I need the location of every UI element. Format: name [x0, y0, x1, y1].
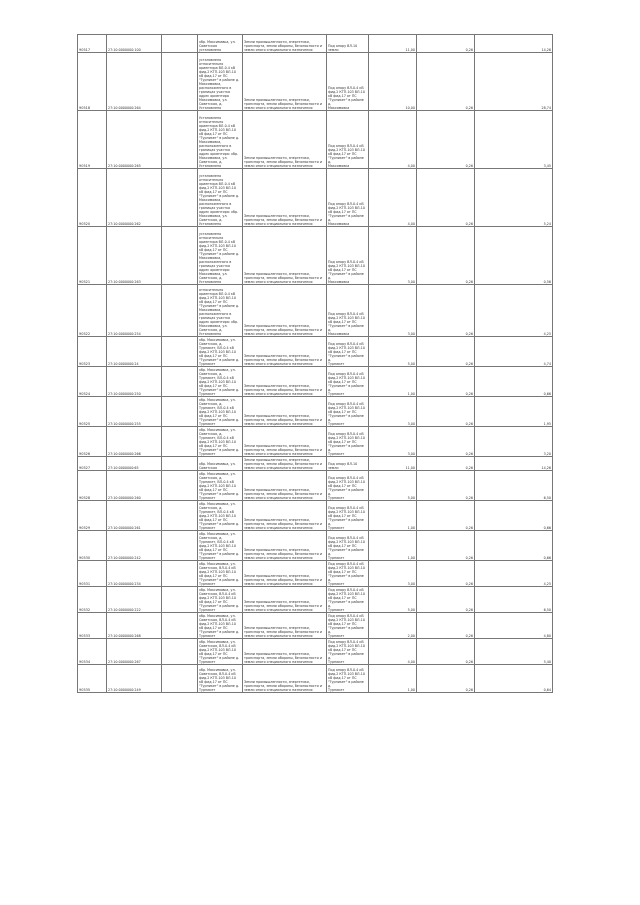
cell-permitted-use: Под опору ВЛ-0.4 кВ фид.2 КТП-103 ВЛ-10 кВ фид.17 от ПС "Турникет" в районе д. Турникет	[327, 367, 369, 397]
table-row	[78, 367, 553, 397]
cell-area: 4,00	[369, 639, 417, 665]
cell-area: 3,00	[369, 427, 417, 457]
cell-tax-amount: 5,40	[475, 639, 553, 665]
cell-rate: 0,26	[417, 639, 475, 665]
table-row	[78, 665, 553, 693]
cell-land-category: Земли промышленности, энергетики, транспорта, земли обороны, безопасности и земли иного специального назначения	[243, 227, 327, 285]
cell-land-location: хбр. Максимовка, ул. Советская, ВЛ-0.4 кВ фид.2 КТП-103 ВЛ-10 кВ фид.17 от ПС "Турникет" в районе д. Турникет	[198, 561, 243, 587]
cell-area: 1,00	[369, 665, 417, 693]
cell-empty	[162, 457, 198, 471]
cell-cadastral-number: 27:10:0000000:260	[107, 471, 162, 501]
cell-empty	[162, 613, 198, 639]
cell-land-location: установлено относительно ориентира ВЛ-0.4 кВ фид.2 КТП-103 ВЛ-10 кВ фид.17 от ПС "Турникет" в районе д. Максимовка, расположенного в границах участка адрес ориентира Максимовка, ул. Советская, д. Установлено	[198, 53, 243, 111]
cell-rate: 0,26	[417, 397, 475, 427]
cell-area: 4,00	[369, 111, 417, 169]
cell-rate: 0,26	[417, 367, 475, 397]
cell-area: 1,00	[369, 501, 417, 531]
cell-cadastral-number: 27:10:0000000:250	[107, 367, 162, 397]
cell-id: 90527	[78, 457, 107, 471]
cell-permitted-use: Под опору ВЛ-0.4 кВ фид.2 КТП-103 ВЛ-10 кВ фид.17 от ПС "Турникет" в районе д. Турникет	[327, 531, 369, 561]
cell-land-category: Земли промышленности, энергетики, транспорта, земли обороны, безопасности и земли иного специального назначения	[243, 337, 327, 367]
cell-land-location: хбр. Максимовка, ул. Советская, ВЛ-0.4 кВ фид.2 КТП-103 ВЛ-10 кВ фид.17 от ПС "Турникет" в районе д. Турникет	[198, 665, 243, 693]
cell-id: 90531	[78, 561, 107, 587]
cell-rate: 0,26	[417, 561, 475, 587]
cell-tax-amount: 6,50	[475, 471, 553, 501]
cell-tax-amount: 1,95	[475, 397, 553, 427]
cell-tax-amount: 28,74	[475, 53, 553, 111]
cell-rate: 0,26	[417, 35, 475, 53]
cell-empty	[162, 397, 198, 427]
cell-land-category: Земли промышленности, энергетики, транспорта, земли обороны, безопасности и земли иного специального назначения	[243, 35, 327, 53]
cell-cadastral-number: 27:10:0000000:222	[107, 587, 162, 613]
cell-land-category: Земли промышленности, энергетики, транспорта, земли обороны, безопасности и земли иного специального назначения	[243, 285, 327, 337]
land-tax-table	[77, 34, 553, 693]
cell-cadastral-number: 27:10:0000000:263	[107, 227, 162, 285]
cell-rate: 0,26	[417, 587, 475, 613]
cell-cadastral-number: 27:10:0000000:261	[107, 501, 162, 531]
cell-empty	[162, 587, 198, 613]
cell-cadastral-number: 27:10:0000000:100	[107, 35, 162, 53]
table-row	[78, 227, 553, 285]
table-row	[78, 35, 553, 53]
table-row	[78, 169, 553, 227]
cell-empty	[162, 471, 198, 501]
table-row	[78, 471, 553, 501]
cell-area: 3,00	[369, 285, 417, 337]
cell-land-category: Земли промышленности, энергетики, транспорта, земли обороны, безопасности и земли иного специального назначения	[243, 169, 327, 227]
cell-land-category: Земли промышленности, энергетики, транспорта, земли обороны, безопасности и земли иного специального назначения	[243, 587, 327, 613]
cell-id: 90528	[78, 471, 107, 501]
cell-empty	[162, 639, 198, 665]
table-row	[78, 285, 553, 337]
cell-permitted-use: Под опору ВЛ-0.4 кВ фид.2 КТП-103 ВЛ-10 кВ фид.17 от ПС "Турникет" в районе д. Максимовка	[327, 227, 369, 285]
cell-rate: 0,26	[417, 665, 475, 693]
cell-land-category: Земли промышленности, энергетики, транспорта, земли обороны, безопасности и земли иного специального назначения	[243, 457, 327, 471]
cell-empty	[162, 53, 198, 111]
cell-land-location: установлено относительно ориентира ВЛ-0.4 кВ фид.2 КТП-103 ВЛ-10 кВ фид.17 от ПС "Турникет" в районе д. Максимовка, расположенного в границах участка адрес ориентира: хбр. Максимовка, ул. Советская, д. Установлено	[198, 169, 243, 227]
cell-cadastral-number: 27:10:0000000:234	[107, 561, 162, 587]
cell-permitted-use: Под опору ВЛ-0.4 кВ фид.2 КТП-103 ВЛ-10 кВ фид.17 от ПС "Турникет" в районе д. Турникет	[327, 613, 369, 639]
cell-area: 5,00	[369, 337, 417, 367]
cell-rate: 0,26	[417, 169, 475, 227]
table-row	[78, 397, 553, 427]
cell-id: 90526	[78, 427, 107, 457]
cell-land-location: хбр. Максимовка, ул. Советская, д. Турникет, ВЛ-0.4 кВ фид.2 КТП-103 ВЛ-10 кВ фид.17 от ПС "Турникет" в районе д. Турникет	[198, 427, 243, 457]
cell-cadastral-number: 27:10:0000000:262	[107, 169, 162, 227]
cell-land-category: Земли промышленности, энергетики, транспорта, земли обороны, безопасности и земли иного специального назначения	[243, 613, 327, 639]
cell-permitted-use: Под опору ВЛ-0.4 кВ фид.2 КТП-103 ВЛ-10 кВ фид.17 от ПС "Турникет" в районе д. Максимовка	[327, 169, 369, 227]
cell-tax-amount: 0,56	[475, 227, 553, 285]
cell-area: 1,00	[369, 531, 417, 561]
cell-id: 90523	[78, 337, 107, 367]
cell-land-category: Земли промышленности, энергетики, транспорта, земли обороны, безопасности и земли иного специального назначения	[243, 561, 327, 587]
cell-area: 11,00	[369, 457, 417, 471]
cell-id: 90532	[78, 587, 107, 613]
cell-id: 90521	[78, 227, 107, 285]
cell-land-location: хбр. Максимавьа, ул. Советская установлено	[198, 35, 243, 53]
cell-land-location: хбр. Максимовка, ул. Советская, ВЛ-0.4 кВ фид.2 КТП-103 ВЛ-10 кВ фид.17 от ПС "Турникет" в районе д. Турникет	[198, 613, 243, 639]
cell-land-category: Земли промышленности, энергетики, транспорта, земли обороны, безопасности и земли иного специального назначения	[243, 111, 327, 169]
cell-tax-amount: 4,25	[475, 561, 553, 587]
cell-empty	[162, 227, 198, 285]
cell-tax-amount: 3,45	[475, 111, 553, 169]
cell-land-location: установлено относительно ориентира ВЛ-0.4 кВ фид.2 КТП-103 ВЛ-10 кВ фид.17 от ПС "Турникет" в районе д. Максимовка, расположенного в границах участка адрес ориентира: Максимовка, ул. Советская, д. Установлено	[198, 227, 243, 285]
cell-land-location: хбр. Максимавьа, ул. Советская	[198, 457, 243, 471]
cell-cadastral-number: 27:10:0000000:24	[107, 337, 162, 367]
cell-empty	[162, 169, 198, 227]
cell-land-category: Земли промышленности, энергетики, транспорта, земли обороны, безопасности и земли иного специального назначения	[243, 501, 327, 531]
cell-land-category: Земли промышленности, энергетики, транспорта, земли обороны, безопасности и земли иного специального назначения	[243, 639, 327, 665]
cell-tax-amount: 6,50	[475, 587, 553, 613]
cell-rate: 0,26	[417, 53, 475, 111]
cell-id: 90519	[78, 111, 107, 169]
cell-tax-amount: 0,66	[475, 531, 553, 561]
cell-land-location: хбр. Максимовка, ул. Советская, д. Турникет, ВЛ-0.4 кВ фид.2 КТП-103 ВЛ-10 кВ фид.17 от ПС "Турникет" в районе д. Турникет	[198, 337, 243, 367]
cell-tax-amount: 14,26	[475, 457, 553, 471]
cell-permitted-use: Под опору ВЛ-0.4 кВ фид.2 КТП-103 ВЛ-10 кВ фид.17 от ПС "Турникет" в районе д. Турникет	[327, 337, 369, 367]
cell-cadastral-number: 27:10:0000000:249	[107, 665, 162, 693]
cell-rate: 0,26	[417, 227, 475, 285]
cell-rate: 0,26	[417, 337, 475, 367]
cell-id: 90518	[78, 53, 107, 111]
cell-land-category: Земли промышленности, энергетики, транспорта, земли обороны, безопасности и земли иного специального назначения	[243, 531, 327, 561]
cell-id: 90535	[78, 665, 107, 693]
cell-tax-amount: 14,26	[475, 35, 553, 53]
cell-land-location: хбр. Максимовка, ул. Советская, д. Турникет, ВЛ-0.4 кВ фид.2 КТП-103 ВЛ-10 кВ фид.17 от ПС "Турникет" в районе д. Турникет	[198, 397, 243, 427]
cell-id: 90517	[78, 35, 107, 53]
cell-permitted-use: Под опору ВЛ-0.4 кВ фид.2 КТП-103 ВЛ-10 кВ фид.17 от ПС "Турникет" в районе д. Максимовка	[327, 111, 369, 169]
table-row	[78, 501, 553, 531]
cell-permitted-use: Под опору ВЛ-10 земли	[327, 35, 369, 53]
table-row	[78, 531, 553, 561]
cell-land-location: хбр. Максимовка, ул. Советская, д. Турникет, ВЛ-0.4 кВ фид.2 КТП-103 ВЛ-10 кВ фид.17 от ПС "Турникет" в районе д. Турникет	[198, 367, 243, 397]
cell-id: 90525	[78, 397, 107, 427]
cell-land-category: Земли промышленности, энергетики, транспорта, земли обороны, безопасности и земли иного специального назначения	[243, 665, 327, 693]
cell-tax-amount: 0,66	[475, 367, 553, 397]
table-row	[78, 613, 553, 639]
cell-rate: 0,26	[417, 285, 475, 337]
cell-tax-amount: 5,24	[475, 169, 553, 227]
cell-permitted-use: Под опору ВЛ-0.4 кВ фид.2 КТП-103 ВЛ-10 кВ фид.17 от ПС "Турникет" в районе д. Турникет	[327, 587, 369, 613]
cell-land-location: хбр. Максимовка, ул. Советская, д. Турникет, ВЛ-0.4 кВ фид.2 КТП-103 ВЛ-10 кВ фид.17 от ПС "Турникет" в районе д. Турникет	[198, 531, 243, 561]
cell-permitted-use: Под опору ВЛ-0.4 кВ фид.2 КТП-103 ВЛ-10 кВ фид.17 от ПС "Турникет" в районе д. Максимовка	[327, 285, 369, 337]
cell-permitted-use: Под опору ВЛ-0.4 кВ фид.2 КТП-103 ВЛ-10 кВ фид.17 от ПС "Турникет" в районе д. Турникет	[327, 471, 369, 501]
cell-permitted-use: Под опору ВЛ-0.4 кВ фид.2 КТП-103 ВЛ-10 кВ фид.17 от ПС "Турникет" в районе д. Турникет	[327, 427, 369, 457]
cell-rate: 0,26	[417, 501, 475, 531]
cell-empty	[162, 561, 198, 587]
cell-empty	[162, 337, 198, 367]
cell-permitted-use: Под опору ВЛ-0.4 кВ фид.2 КТП-103 ВЛ-10 кВ фид.17 от ПС "Турникет" в районе д. Турникет	[327, 397, 369, 427]
cell-rate: 0,26	[417, 457, 475, 471]
cell-rate: 0,26	[417, 111, 475, 169]
cell-id: 90529	[78, 501, 107, 531]
cell-land-location: хбр. Максимовка, ул. Советская, д. Турникет, ВЛ-0.4 кВ фид.2 КТП-103 ВЛ-10 кВ фид.17 от ПС "Турникет" в районе д. Турникет	[198, 501, 243, 531]
cell-permitted-use: Под опору ВЛ-10 земли	[327, 457, 369, 471]
cell-id: 90534	[78, 639, 107, 665]
cell-empty	[162, 665, 198, 693]
cell-cadastral-number: 27:10:0000000:268	[107, 613, 162, 639]
table-row	[78, 427, 553, 457]
cell-area: 3,00	[369, 227, 417, 285]
cell-area: 3,00	[369, 561, 417, 587]
cell-permitted-use: Под опору ВЛ-0.4 кВ фид.2 КТП-103 ВЛ-10 кВ фид.17 от ПС "Турникет" в районе д. Максимовка	[327, 53, 369, 111]
cell-land-location: относительно ориентира ВЛ-0.4 кВ фид.2 КТП-103 ВЛ-10 кВ фид.17 от ПС "Турникет" в районе д. Максимовка, расположенного в границах участка адрес ориентира: хбр. Максимовка, ул. Советская, д. Установлено	[198, 285, 243, 337]
cell-empty	[162, 427, 198, 457]
cell-permitted-use: Под опору ВЛ-0.4 кВ фид.2 КТП-103 ВЛ-10 кВ фид.17 от ПС "Турникет" в районе д. Турникет	[327, 665, 369, 693]
cell-area: 3,00	[369, 397, 417, 427]
cell-tax-amount: 0,66	[475, 501, 553, 531]
cell-empty	[162, 285, 198, 337]
cell-area: 5,00	[369, 471, 417, 501]
cell-id: 90520	[78, 169, 107, 227]
cell-land-location: хбр. Максимовка, ул. Советская, ВЛ-0.4 кВ фид.2 КТП-103 ВЛ-10 кВ фид.17 от ПС "Турникет" в районе д. Турникет	[198, 639, 243, 665]
cell-rate: 0,26	[417, 613, 475, 639]
cell-cadastral-number: 27:10:0000000:65	[107, 457, 162, 471]
cell-cadastral-number: 27:10:0000000:266	[107, 427, 162, 457]
cell-area: 1,00	[369, 367, 417, 397]
cell-area: 5,00	[369, 587, 417, 613]
table-row	[78, 457, 553, 471]
table-row	[78, 639, 553, 665]
cell-tax-amount: 4,25	[475, 285, 553, 337]
table-row	[78, 337, 553, 367]
cell-permitted-use: Под опору ВЛ-0.4 кВ фид.2 КТП-103 ВЛ-10 кВ фид.17 от ПС "Турникет" в районе д. Турникет	[327, 639, 369, 665]
table-body	[78, 35, 553, 693]
cell-cadastral-number: 27:10:0000000:255	[107, 397, 162, 427]
cell-area: 4,00	[369, 169, 417, 227]
cell-land-location: Установлено относительно ориентира ВЛ-0.4 кВ фид.2 КТП-103 ВЛ-10 кВ фид.17 от ПС "Турникет" в районе д. Максимовка, расположенного в границах участка адрес ориентира: хбр. Максимовка, ул. Советская, д. Установлено	[198, 111, 243, 169]
cell-land-category: Земли промышленности, энергетики, транспорта, земли обороны, безопасности и земли иного специального назначения	[243, 471, 327, 501]
cell-tax-amount: 3,20	[475, 427, 553, 457]
cell-area: 10,00	[369, 53, 417, 111]
cell-land-category: Земли промышленности, энергетики, транспорта, земли обороны, безопасности и земли иного специального назначения	[243, 367, 327, 397]
cell-cadastral-number: 27:10:0000000:242	[107, 531, 162, 561]
cell-empty	[162, 35, 198, 53]
cell-land-category: Земли промышленности, энергетики, транспорта, земли обороны, безопасности и земли иного специального назначения	[243, 397, 327, 427]
cell-cadastral-number: 27:10:0000000:264	[107, 53, 162, 111]
cell-tax-amount: 4,80	[475, 613, 553, 639]
cell-id: 90522	[78, 285, 107, 337]
table-row	[78, 111, 553, 169]
table-row	[78, 53, 553, 111]
cell-id: 90524	[78, 367, 107, 397]
cell-empty	[162, 367, 198, 397]
cell-empty	[162, 501, 198, 531]
cell-rate: 0,26	[417, 471, 475, 501]
cell-land-category: Земли промышленности, энергетики, транспорта, земли обороны, безопасности и земли иного специального назначения	[243, 53, 327, 111]
cell-area: 11,00	[369, 35, 417, 53]
cell-tax-amount: 0,64	[475, 665, 553, 693]
cell-rate: 0,26	[417, 531, 475, 561]
cell-land-location: хбр. Максимовка, ул. Советская, ВЛ-0.4 кВ фид.2 КТП-103 ВЛ-10 кВ фид.17 от ПС "Турникет" в районе д. Турникет	[198, 587, 243, 613]
cell-land-category: Земли промышленности, энергетики, транспорта, земли обороны, безопасности и земли иного специального назначения	[243, 427, 327, 457]
cell-permitted-use: Под опору ВЛ-0.4 кВ фид.2 КТП-103 ВЛ-10 кВ фид.17 от ПС "Турникет" в районе д. Турникет	[327, 501, 369, 531]
cell-land-location: хбр. Максимовка, ул. Советская, д. Турникет, ВЛ-0.4 кВ фид.2 КТП-103 ВЛ-10 кВ фид.17 от ПС "Турникет" в районе д. Турникет	[198, 471, 243, 501]
cell-id: 90530	[78, 531, 107, 561]
cell-permitted-use: Под опору ВЛ-0.4 кВ фид.2 КТП-103 ВЛ-10 кВ фид.17 от ПС "Турникет" в районе д. Турникет	[327, 561, 369, 587]
cell-cadastral-number: 27:10:0000000:254	[107, 285, 162, 337]
cell-empty	[162, 111, 198, 169]
cell-empty	[162, 531, 198, 561]
cell-id: 90533	[78, 613, 107, 639]
table-row	[78, 561, 553, 587]
cell-rate: 0,26	[417, 427, 475, 457]
cell-cadastral-number: 27:10:0000000:267	[107, 639, 162, 665]
cell-cadastral-number: 27:10:0000000:265	[107, 111, 162, 169]
table-row	[78, 587, 553, 613]
cell-tax-amount: 4,74	[475, 337, 553, 367]
cell-area: 2,00	[369, 613, 417, 639]
